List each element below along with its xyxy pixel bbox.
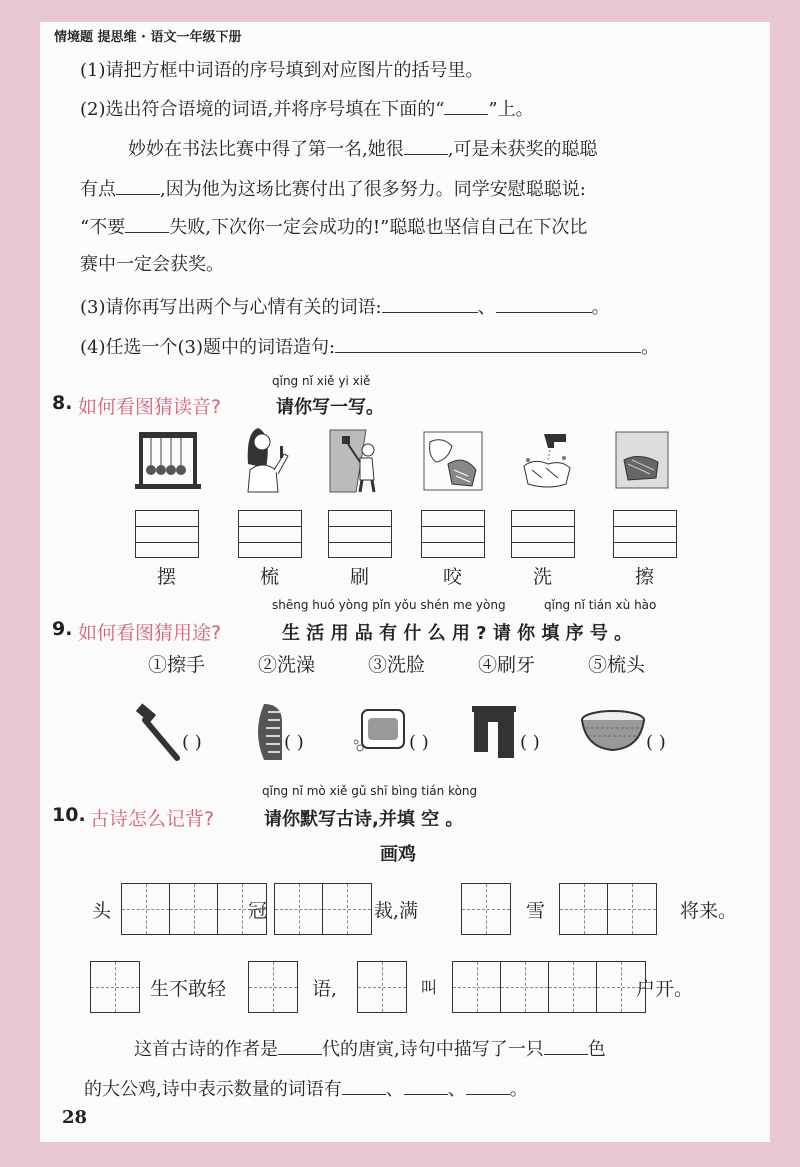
poem-grid[interactable] — [357, 961, 407, 1013]
q9-pinyin-2: qǐng nǐ tián xù hào — [544, 598, 657, 612]
q10-fill-line1: 这首古诗的作者是 代的唐寅,诗句中描写了一只 色 — [134, 1039, 606, 1060]
q9-option-2: ②洗澡 — [258, 654, 316, 676]
char-label: 梳 — [260, 566, 280, 588]
char-label: 摆 — [157, 566, 177, 588]
q10-fill-line2: 的大公鸡,诗中表示数量的词语有 、 、 。 — [84, 1079, 528, 1100]
q10-number: 10. — [52, 804, 86, 826]
wiping-table-icon — [614, 430, 670, 490]
poem-text: 户开。 — [636, 978, 694, 1000]
q7-part2: (2)选出符合语境的词语,并将序号填在下面的“ ”上。 — [80, 99, 534, 120]
q9-instruction: 生 活 用 品 有 什 么 用 ? 请 你 填 序 号 。 — [282, 623, 633, 644]
poem-title: 画鸡 — [380, 844, 416, 865]
q7-blank-3[interactable] — [125, 218, 169, 233]
poem-text: 雪 — [526, 900, 546, 922]
poem-text: 语, — [312, 978, 338, 1000]
poem-text: 冠 — [248, 900, 268, 922]
pendulum-balls-icon — [133, 428, 203, 492]
q7-text-line2: 有点 ,因为他为这场比赛付出了很多努力。同学安慰聪聪说: — [80, 179, 586, 200]
q9-option-1: ①擦手 — [148, 654, 206, 676]
q8-number: 8. — [52, 392, 73, 414]
char-label: 咬 — [443, 566, 463, 588]
poem-grid[interactable] — [559, 883, 657, 935]
poem-text: 将来。 — [680, 900, 738, 922]
pinyin-box[interactable] — [328, 510, 392, 558]
poem-text: 叫 — [421, 978, 438, 997]
q10-instruction: 请你默写古诗,并填 空 。 — [264, 809, 464, 830]
pinyin-box[interactable] — [238, 510, 302, 558]
answer-paren[interactable]: ( ) — [182, 732, 202, 753]
poem-text: 生不敢轻 — [150, 978, 227, 1000]
q8-instruction: 请你写一写。 — [276, 397, 384, 418]
poem-grid[interactable] — [452, 961, 646, 1013]
q9-option-3: ③洗脸 — [368, 654, 426, 676]
q8-title: 如何看图猜读音? — [78, 396, 222, 418]
q10-blank-1[interactable] — [278, 1040, 322, 1055]
q10-blank-5[interactable] — [466, 1080, 510, 1095]
girl-combing-icon — [236, 424, 292, 494]
q9-option-5: ⑤梳头 — [588, 654, 646, 676]
pinyin-box[interactable] — [421, 510, 485, 558]
char-label: 洗 — [533, 566, 553, 588]
char-label: 擦 — [635, 566, 655, 588]
pinyin-box[interactable] — [135, 510, 199, 558]
basin-icon — [580, 708, 646, 756]
running-header: 情境题 提思维 · 语文一年级下册 — [54, 30, 242, 45]
answer-paren[interactable]: ( ) — [409, 732, 429, 753]
q7-blank-1[interactable] — [404, 140, 448, 155]
poem-grid[interactable] — [90, 961, 140, 1013]
page-number: 28 — [62, 1107, 88, 1128]
man-brushing-wall-icon — [326, 426, 384, 494]
q10-title: 古诗怎么记背? — [90, 808, 215, 830]
q8-pinyin: qǐng nǐ xiě yi xiě — [272, 374, 371, 388]
poem-grid[interactable] — [461, 883, 511, 935]
q7-blank-5[interactable] — [496, 298, 592, 313]
toothbrush-icon — [133, 702, 183, 762]
soap-icon — [354, 704, 410, 756]
q7-blank-6[interactable] — [335, 338, 641, 353]
washing-hands-icon — [514, 430, 576, 494]
q9-pinyin-1: shēng huó yòng pǐn yǒu shén me yòng — [272, 598, 506, 612]
poem-text: 裁,满 — [374, 900, 419, 922]
q9-number: 9. — [52, 618, 73, 640]
q7-part4: (4)任选一个(3)题中的词语造句: 。 — [80, 337, 660, 358]
q9-option-4: ④刷牙 — [478, 654, 536, 676]
pinyin-box[interactable] — [511, 510, 575, 558]
answer-paren[interactable]: ( ) — [520, 732, 540, 753]
pinyin-box[interactable] — [613, 510, 677, 558]
towel-icon — [468, 702, 520, 762]
q10-blank-4[interactable] — [404, 1080, 448, 1095]
q7-text-line4: 赛中一定会获奖。 — [80, 254, 224, 275]
q9-title: 如何看图猜用途? — [78, 622, 222, 644]
q7-text-line3: “不要 失败,下次你一定会成功的!”聪聪也坚信自己在下次比 — [80, 217, 588, 238]
comb-icon — [244, 702, 284, 762]
biting-hand-icon — [422, 430, 484, 492]
answer-paren[interactable]: ( ) — [646, 732, 666, 753]
char-label: 刷 — [350, 566, 370, 588]
q7-blank-4[interactable] — [382, 298, 478, 313]
q10-blank-2[interactable] — [544, 1040, 588, 1055]
poem-text: 头 — [92, 900, 112, 922]
poem-grid[interactable] — [274, 883, 372, 935]
answer-paren[interactable]: ( ) — [284, 732, 304, 753]
q7-text-line1: 妙妙在书法比赛中得了第一名,她很 ,可是未获奖的聪聪 — [128, 139, 598, 160]
q10-pinyin: qǐng nǐ mò xiě gǔ shī bìng tián kòng — [262, 784, 478, 798]
poem-grid[interactable] — [248, 961, 298, 1013]
q10-blank-3[interactable] — [342, 1080, 386, 1095]
q7-part3: (3)请你再写出两个与心情有关的词语: 、 。 — [80, 297, 610, 318]
poem-grid[interactable] — [121, 883, 267, 935]
q7-part1: (1)请把方框中词语的序号填到对应图片的括号里。 — [80, 60, 484, 81]
q7-blank-2[interactable] — [116, 180, 160, 195]
